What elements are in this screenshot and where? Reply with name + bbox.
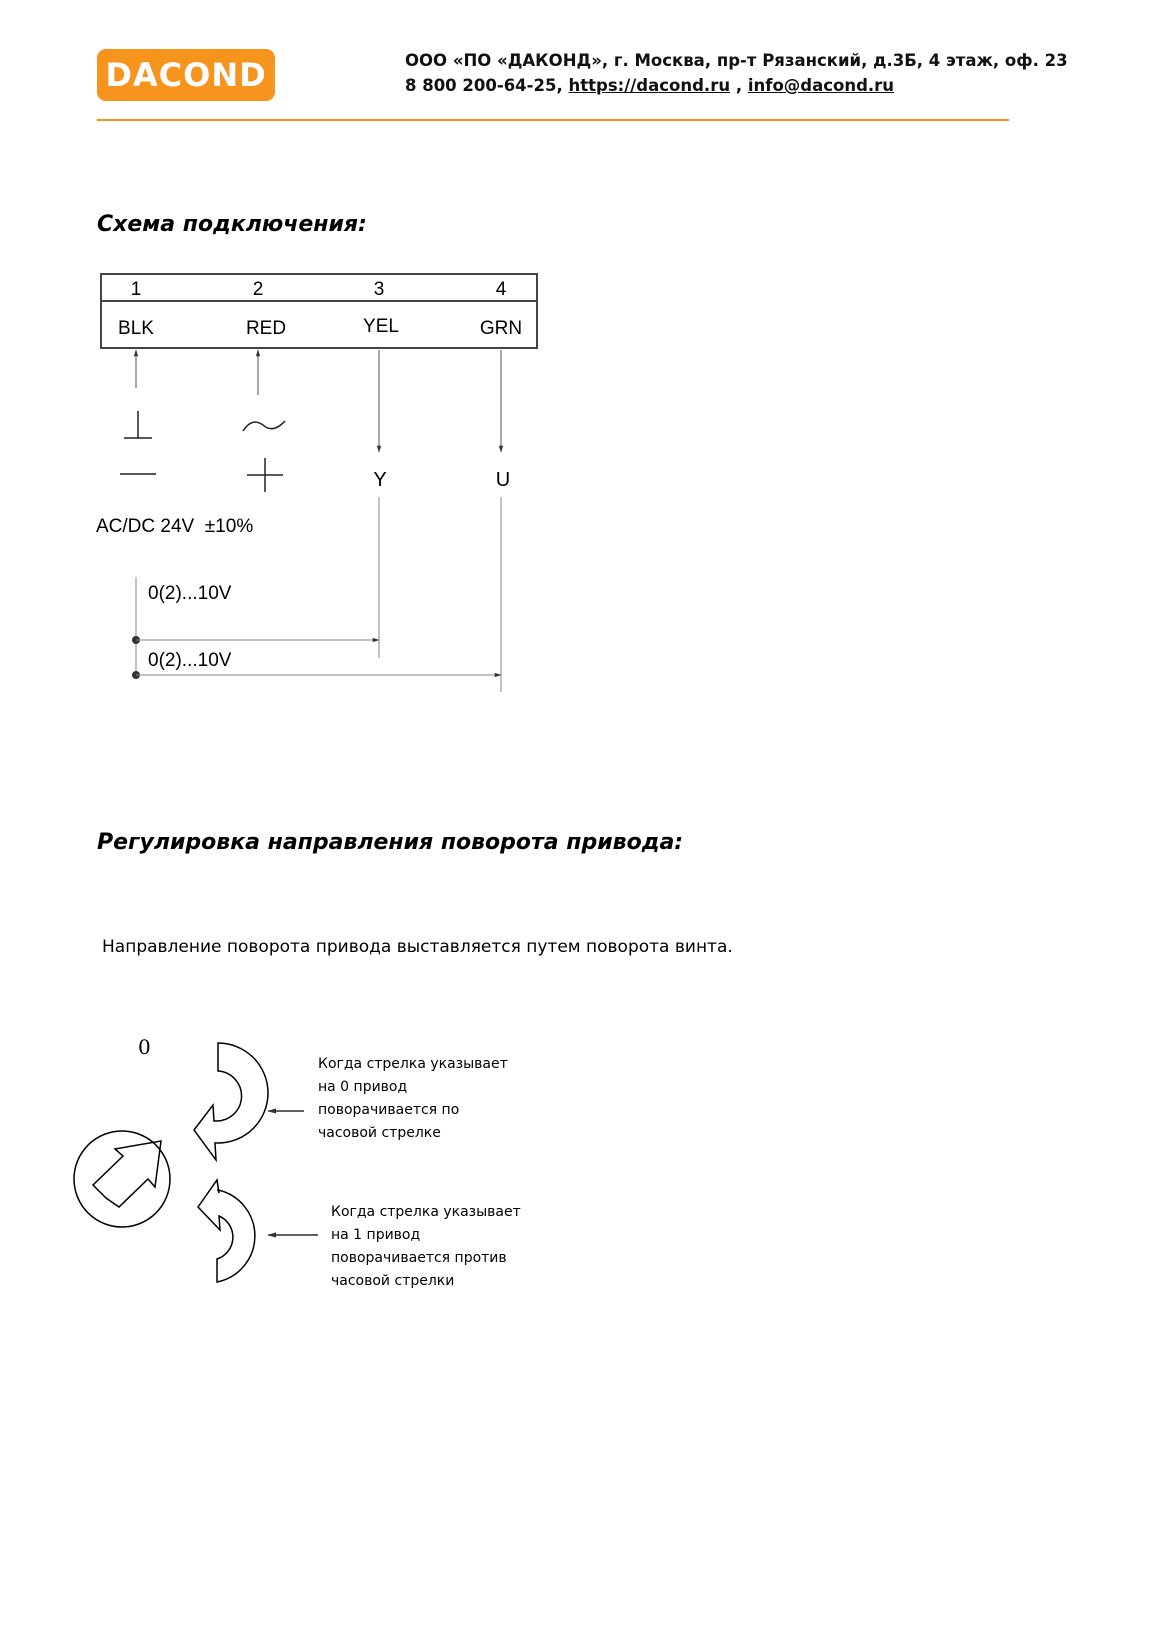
terminal-color-2: RED (245, 318, 287, 339)
terminal-number-2: 2 (252, 279, 264, 300)
direction-description: Направление поворота привода выставляется путем поворота винта. (102, 937, 733, 957)
dial-arrow-icon (93, 1141, 161, 1207)
note-line: Когда стрелка указывает (331, 1204, 521, 1220)
ac-symbol (243, 421, 285, 431)
note-line: поворачивается против (331, 1250, 507, 1266)
clockwise-note (318, 1053, 508, 1145)
terminal-number-1: 1 (130, 279, 142, 300)
phone-number: 8 800 200-64-25, (405, 76, 563, 95)
email-link[interactable]: info@dacond.ru (747, 76, 895, 95)
direction-section-title: Регулировка направления поворота привода: (97, 830, 684, 855)
note-line: часовой стрелке (318, 1125, 441, 1141)
website-link[interactable]: https://dacond.ru (568, 76, 731, 95)
terminal-number-3: 3 (373, 279, 385, 300)
note-line: на 0 привод (318, 1079, 408, 1095)
signal-range-label-2: 0(2)...10V (148, 650, 232, 671)
plus-symbol (247, 458, 283, 492)
terminal-color-3: YEL (363, 316, 399, 337)
contact-separator: , (735, 76, 743, 95)
counterclockwise-arrow-icon (198, 1180, 255, 1282)
dial-zero-label: 0 (138, 1035, 151, 1059)
signal-label-y: Y (373, 469, 387, 491)
note-line: на 1 привод (331, 1227, 421, 1243)
signal-range-label-1: 0(2)...10V (148, 583, 232, 604)
supply-voltage-label: AC/DC 24V ±10% (96, 516, 254, 537)
counterclockwise-note (331, 1201, 521, 1293)
terminal-block (101, 274, 537, 348)
signal-label-u: U (495, 469, 511, 491)
note-line: Когда стрелка указывает (318, 1056, 508, 1072)
terminal-color-1: BLK (118, 318, 154, 339)
clockwise-arrow-icon (194, 1043, 268, 1160)
ground-symbol (124, 411, 152, 438)
dacond-logo: DACOND (97, 49, 275, 101)
note-line: поворачивается по (318, 1102, 460, 1118)
note-line: часовой стрелки (331, 1273, 455, 1289)
wiring-section-title: Схема подключения: (97, 212, 367, 237)
terminal-number-4: 4 (495, 279, 507, 300)
company-address: ООО «ПО «ДАКОНД», г. Москва, пр-т Рязанский, д.3Б, 4 этаж, оф. 23 (405, 51, 1068, 70)
terminal-color-4: GRN (479, 318, 523, 339)
